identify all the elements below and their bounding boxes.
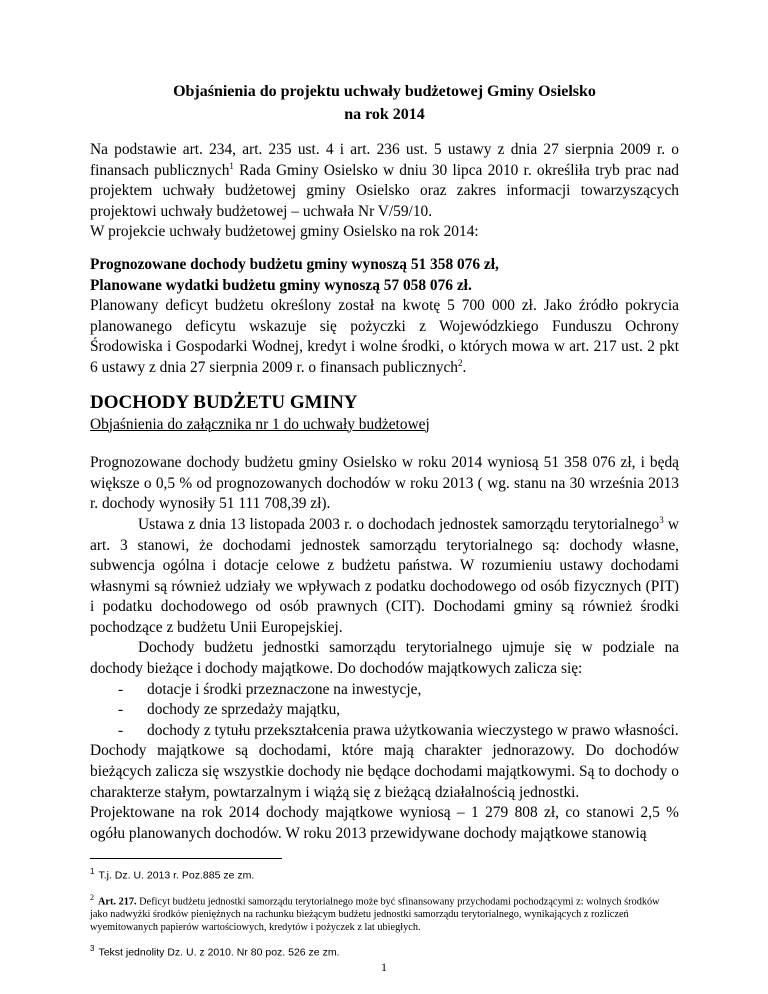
list-item: [90, 680, 679, 701]
document-page: [90, 80, 679, 968]
page-number: 1: [381, 960, 387, 974]
body-p2-text-a: Ustawa z dnia 13 listopada 2003 r. o dochodach jednostek samorządu terytorialnego: [138, 515, 660, 533]
expenses-summary: Planowane wydatki budżetu gminy wynoszą 57 058 076 zł.: [90, 276, 472, 294]
footnote-1-number: 1: [90, 867, 95, 877]
body-paragraph-3: Dochody budżetu jednostki samorządu terytorialnego ujmuje się w podziale na dochody bieżące i dochody majątkowe. Do dochodów majątkowych zalicza się:: [90, 639, 679, 678]
title-line-1: Objaśnienia do projektu uchwały budżetowej Gminy Osielsko: [173, 83, 596, 100]
list-item: [90, 700, 679, 721]
footnote-2-article: Art. 217.: [98, 896, 137, 908]
intro-text-b: Rada Gminy Osielsko w dniu 30 lipca 2010 r. określiła tryb prac nad projektem uchwały budżetowej gminy Osielsko oraz zakres informacji towarzyszących projektowi uchwały budżetowej – uchwała Nr V/59/10.: [90, 161, 679, 220]
footnote-3-text: Tekst jednolity Dz. U. z 2010. Nr 80 poz. 526 ze zm.: [98, 946, 340, 959]
list-item-text: dochody ze sprzedaży majątku,: [147, 701, 341, 719]
list-dash: -: [118, 680, 124, 698]
footnote-2: [90, 891, 679, 934]
body-paragraph-2: [90, 515, 679, 639]
intro-lead: W projekcie uchwały budżetowej gminy Osielsko na rok 2014:: [90, 223, 479, 241]
footnote-1-text: T.j. Dz. U. 2013 r. Poz.885 ze zm.: [98, 869, 255, 882]
body-paragraph-1: Prognozowane dochody budżetu gminy Osielsko w roku 2014 wyniosą 51 358 076 zł, i będą większe o 0,5 % od prognozowanych dochodów w roku 2013 ( wg. stanu na 30 września 2013 r. dochody wynosiły 51 111 708,39 zł).: [90, 454, 679, 513]
footnote-2-number: 2: [90, 892, 94, 902]
intro-paragraph: [90, 140, 679, 222]
section-heading: DOCHODY BUDŻETU GMINY: [90, 391, 358, 413]
list-item-text: dotacje i środki przeznaczone na inwestycje,: [147, 680, 422, 698]
body-p2-text-b: w art. 3 stanowi, że dochodami jednostek samorządu terytorialnego są: dochody własne, subwencja ogólna i dotacje celowe z budżetu państwa. W rozumieniu ustawy dochodami własnymi są również udziały we wpływach z podatku dochodowego od osób fizycznych (PIT) i podatku dochodowego od osób prawnych (CIT). Dochodami gminy są również środki pochodzące z budżetu Unii Europejskiej.: [90, 515, 679, 636]
footnote-divider: [90, 858, 282, 859]
list-dash: -: [118, 701, 124, 719]
deficit-paragraph: [90, 296, 679, 378]
footnote-1: [90, 865, 679, 883]
body-paragraph-5: Projektowane na rok 2014 dochody majątkowe wyniosą – 1 279 808 zł, co stanowi 2,5 % ogółu planowanych dochodów. W roku 2013 przewidywane dochody majątkowe stanowią: [90, 804, 679, 842]
footnote-ref-3: 3: [659, 514, 664, 525]
list-item: [90, 721, 679, 742]
footnote-2-text: Deficyt budżetu jednostki samorządu terytorialnego może być sfinansowany przychodami pochodzącymi z: wolnych środków jako nadwyżki środków pieniężnych na rachunku bieżącym budżetu jednostki samorządu terytorialnego, wynikających z rozliczeń wyemitowanych papierów wartościowych, kredytów i pożyczek z lat ubiegłych.: [90, 896, 660, 934]
deficit-text: Planowany deficyt budżetu określony został na kwotę 5 700 000 zł. Jako źródło pokrycia planowanego deficytu wskazuje się pożyczki z Wojewódzkiego Funduszu Ochrony Środowiska i Gospodarki Wodnej, kredyt i wolne środki, o których mowa w art. 217 ust. 2 pkt 6 ustawy z dnia 27 sierpnia 2009 r. o finansach publicznych: [90, 297, 679, 376]
footnote-3: [90, 942, 679, 960]
document-title: [90, 80, 679, 126]
income-summary: Prognozowane dochody budżetu gminy wynoszą 51 358 076 zł,: [90, 255, 499, 273]
deficit-end: .: [462, 358, 467, 376]
intro-text-a: Na podstawie art. 234, art. 235 ust. 4 i art. 236 ust. 5 ustawy z dnia 27 sierpnia 2009 r. o finansach publicznych: [90, 141, 679, 179]
list-item-text: dochody z tytułu przekształcenia prawa użytkowania wieczystego w prawo własności.: [147, 721, 679, 739]
asset-income-list: [90, 680, 679, 742]
footnote-ref-1: 1: [229, 160, 234, 171]
title-line-2: na rok 2014: [344, 106, 425, 123]
body-paragraph-4: Dochody majątkowe są dochodami, które mają charakter jednorazowy. Do dochodów bieżących zalicza się wszystkie dochody nie będące dochodami majątkowymi. Są to dochody o charakterze stałym, powtarzalnym i wiążą się z bieżącą działalnością jednostki.: [90, 742, 679, 801]
section-subheading: Objaśnienia do załącznika nr 1 do uchwały budżetowej: [90, 415, 430, 433]
list-dash: -: [118, 721, 124, 739]
footnote-ref-2: 2: [458, 357, 463, 368]
footnote-3-number: 3: [90, 944, 95, 954]
